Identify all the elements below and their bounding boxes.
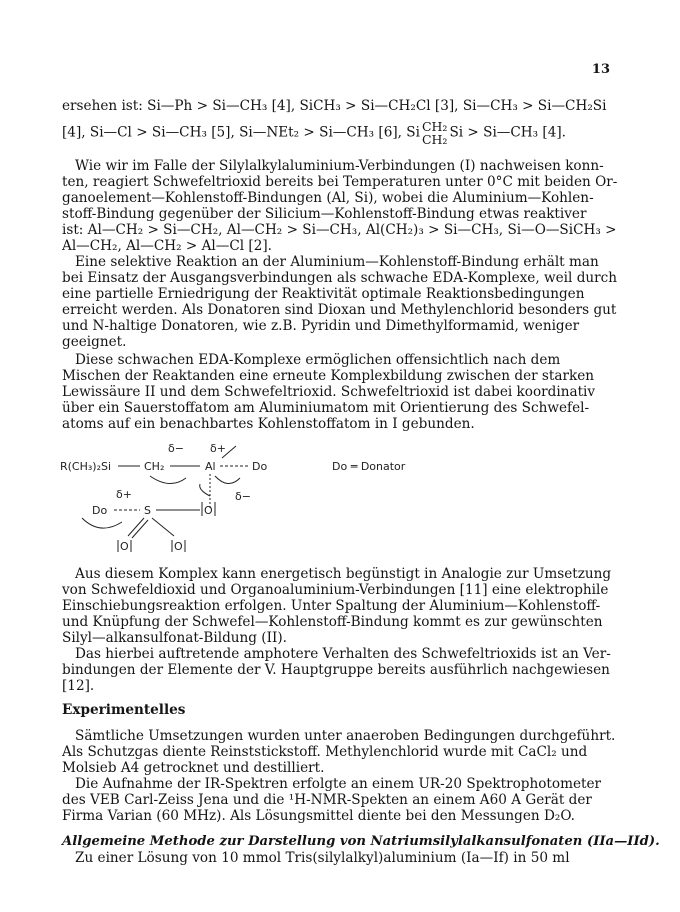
text-line: [12]. — [62, 678, 95, 694]
text-line: und Knüpfung der Schwefel—Kohlenstoff-Bindung kommt es zur gewünschten — [62, 614, 603, 630]
section-heading: Experimentelles — [62, 702, 186, 718]
ring-top: CH₂ — [421, 119, 448, 134]
text-line: Einschiebungsreaktion erfolgen. Unter Spaltung der Aluminium—Kohlenstoff- — [62, 598, 601, 614]
al-label: Al — [205, 460, 216, 473]
ch2-label: CH₂ — [144, 460, 165, 473]
text-line: erreicht werden. Als Donatoren sind Dioxan und Methylenchlorid besonders gut — [62, 302, 617, 318]
arrow-curve — [150, 476, 186, 484]
arrow-curve — [215, 476, 240, 484]
text-line: ganoelement—Kohlenstoff-Bindungen (Al, Si), wobei die Aluminium—Kohlen- — [62, 190, 594, 206]
donor-label: Do — [252, 460, 268, 473]
text-line: ersehen ist: Si—Ph > Si—CH₃ [4], SiCH₃ > Si—CH₂Cl [3], Si—CH₃ > Si—CH₂Si — [62, 98, 607, 114]
legend-text: Do ═ Donator — [332, 460, 406, 473]
text-line: eine partielle Erniedrigung der Reaktivität optimale Reaktionsbedingungen — [62, 286, 585, 302]
text-line: Eine selektive Reaktion an der Aluminium—Kohlenstoff-Bindung erhält man — [75, 254, 599, 270]
text-line: und N-haltige Donatoren, wie z.B. Pyridin und Dimethylformamid, weniger — [62, 318, 580, 334]
text-line: Sämtliche Umsetzungen wurden unter anaeroben Bedingungen durchgeführt. — [75, 728, 616, 744]
text-line-ring — [62, 120, 566, 146]
text-line: über ein Sauerstoffatom am Aluminiumatom mit Orientierung des Schwefel- — [62, 400, 590, 416]
delta-plus-label: δ+ — [210, 442, 226, 455]
delta-minus-label: δ− — [235, 490, 251, 503]
text-line: Wie wir im Falle der Silylalkylaluminium-Verbindungen (I) nachweisen konn- — [75, 158, 604, 174]
text-line: des VEB Carl-Zeiss Jena und die ¹H-NMR-Spekten an einem A60 A Gerät der — [62, 792, 592, 808]
text-line: bei Einsatz der Ausgangsverbindungen als schwache EDA-Komplexe, weil durch — [62, 270, 618, 286]
text-line: Aus diesem Komplex kann energetisch begünstigt in Analogie zur Umsetzung — [75, 566, 612, 582]
text-line: von Schwefeldioxid und Organoaluminium-Verbindungen [11] eine elektrophile — [62, 582, 609, 598]
text-line: Firma Varian (60 MHz). Als Lösungsmittel diente bei den Messungen D₂O. — [62, 808, 575, 824]
text-line: bindungen der Elemente der V. Hauptgruppe bereits ausführlich nachgewiesen — [62, 662, 610, 678]
oxygen-label: O — [174, 540, 183, 553]
arrow-curve — [200, 484, 210, 496]
text-line: Al—CH₂, Al—CH₂ > Al—Cl [2]. — [62, 238, 273, 254]
chain-label: R(CH₃)₂Si — [60, 460, 112, 473]
text-line: ten, reagiert Schwefeltrioxid bereits bei Temperaturen unter 0°C mit beiden Or- — [62, 174, 618, 190]
text-segment: Si > Si—CH₃ [4]. — [449, 124, 567, 141]
delta-plus-label: δ+ — [116, 488, 132, 501]
text-line: Als Schutzgas diente Reinststickstoff. Methylenchlorid wurde mit CaCl₂ und — [62, 744, 588, 760]
complex-scheme — [60, 440, 480, 560]
text-line: Mischen der Reaktanden eine erneute Komplexbildung zwischen der starken — [62, 368, 595, 384]
text-line: Die Aufnahme der IR-Spektren erfolgte an einem UR-20 Spektrophotometer — [75, 776, 602, 792]
oxygen-label: O — [120, 540, 129, 553]
text-line: Molsieb A4 getrocknet und destilliert. — [62, 760, 325, 776]
text-line: geeignet. — [62, 334, 127, 350]
text-line: Lewissäure II und dem Schwefeltrioxid. Schwefeltrioxid ist dabei koordinativ — [62, 384, 596, 400]
donor-label: Do — [92, 504, 108, 517]
text-line: Silyl—alkansulfonat-Bildung (II). — [62, 630, 287, 646]
text-line: Das hierbei auftretende amphotere Verhalten des Schwefeltrioxids ist an Ver- — [75, 646, 611, 662]
ring-fraction — [422, 120, 447, 146]
page-number: 13 — [591, 62, 610, 77]
delta-minus-label: δ− — [168, 442, 184, 455]
oxygen-label: O — [204, 504, 213, 517]
arrow-curve — [82, 518, 122, 528]
text-line: Diese schwachen EDA-Komplexe ermöglichen offensichtlich nach dem — [75, 352, 561, 368]
sulfur-label: S — [144, 504, 151, 517]
ring-bottom: CH₂ — [421, 132, 448, 147]
text-line: ist: Al—CH₂ > Si—CH₂, Al—CH₂ > Si—CH₃, Al(CH₂)₃ > Si—CH₃, Si—O—SiCH₃ > — [62, 222, 617, 238]
text-line: Zu einer Lösung von 10 mmol Tris(silylalkyl)aluminium (Ia—If) in 50 ml — [75, 850, 570, 866]
text-line: stoff-Bindung gegenüber der Silicium—Kohlenstoff-Bindung etwas reaktiver — [62, 206, 587, 222]
text-line: atoms auf ein benachbartes Kohlenstoffatom in I gebunden. — [62, 416, 475, 432]
method-heading: Allgemeine Methode zur Darstellung von Natriumsilylalkansulfonaten (IIa—IId). — [62, 834, 660, 849]
text-segment: [4], Si—Cl > Si—CH₃ [5], Si—NEt₂ > Si—CH₃ [6], Si — [62, 124, 420, 141]
